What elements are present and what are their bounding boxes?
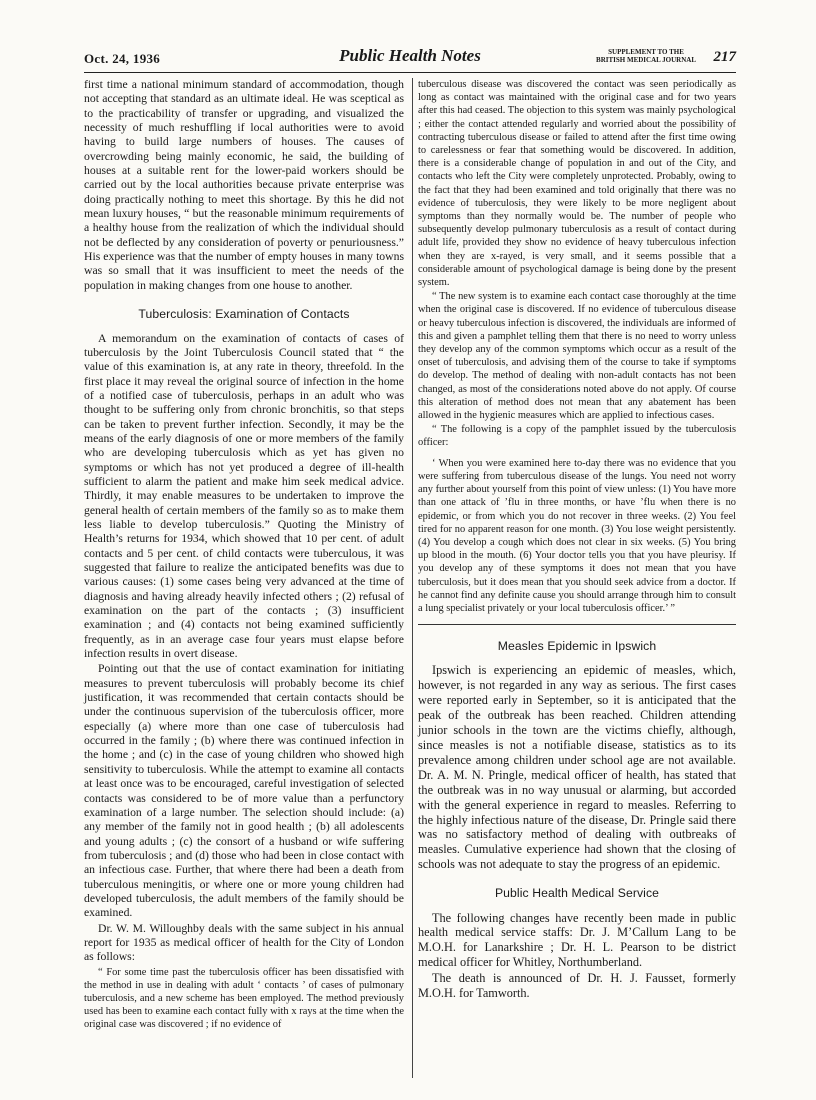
tb-quote-pamphlet-intro: “ The following is a copy of the pamphlet issued by the tuberculosis officer: bbox=[418, 424, 736, 449]
column-divider bbox=[412, 78, 413, 1078]
issue-date: Oct. 24, 1936 bbox=[84, 51, 161, 66]
tb-quote-new-system: “ The new system is to examine each contact case thoroughly at the time when the original case is discovered. If no evidence of tuberculous disease or heavy tuberculous infection is discovered, the individuals are informed of this and given a pamphlet telling them that there is no need to worry unless they develop any of the common symptoms which occur as a result of the onset of tuberculosis, and advising them of the course to take if symptoms do develop. The method of dealing with non-adult contacts has not been changed, as most of the considerations noted above do not apply. Of course this alteration of method does not mean that any abatement has been allowed in the hygienic measures which are applied to infectious cases. bbox=[418, 291, 736, 422]
left-column bbox=[84, 78, 404, 1033]
tb-paragraph-3: Dr. W. M. Willoughby deals with the same subject in his annual report for 1935 as medical officer of health for the City of London as follows: bbox=[84, 921, 404, 964]
tb-pamphlet-text: ‘ When you were examined here to-day there was no evidence that you were suffering from tuberculous disease of the lungs. You need not worry any further about yourself from this point of view unless: (1) You have more than one attack of ’flu in three months, or have ’flu when there is no epidemic, or from which you do not recover in three weeks. (2) You feel tired for no apparent reason for one month. (3) You lose weight persistently. (4) You develop a cough which does not clear in six weeks. (5) You bring up blood in the mouth. (6) Your doctor tells you that you have pleurisy. If you develop any of these symptoms it does not mean that you have tuberculosis, but it does mean that you should seek advice from a doctor. If he cannot find any definite cause you should arrange through him to consult a lung specialist privately or your local tuberculosis officer.’ ” bbox=[418, 457, 737, 614]
service-paragraph-2: The death is announced of Dr. H. J. Fausset, formerly M.O.H. for Tamworth. bbox=[418, 971, 736, 1001]
tb-paragraph-2: Pointing out that the use of contact examination for initiating measures to prevent tuberculosis will probably become its chief justification, it was recommended that certain contacts should be under the continuous supervision of the tuberculosis officer, more especially (a) where more than one case of tuberculosis had occurred in the family ; (b) where there was continued infection in the home ; and (c) in the case of young children who showed high sensitivity to tuberculosis. While the attempt to examine all contacts at least once was to be encouraged, careful investigation of selected contacts was considered to be of more value than a perfunctory examination of a large number. The selection should include: (a) any member of the family not in good health ; (b) all adolescents and young adults ; (c) the consort of a husband or wife suffering from tuberculosis ; and (d) those who had been in close contact with an infectious case. Further, that where there had been a death from tuberculous meningitis, or where one or more young children had developed tuberculosis, the adult members of the family should be examined. bbox=[84, 662, 404, 920]
supplement-line1: SUPPLEMENT TO THE bbox=[608, 48, 684, 56]
supplement-line2: BRITISH MEDICAL JOURNAL bbox=[596, 56, 696, 64]
page-number: 217 bbox=[713, 49, 736, 65]
tuberculosis-heading: Tuberculosis: Examination of Contacts bbox=[138, 307, 350, 322]
tb-paragraph-1: A memorandum on the examination of contacts of cases of tuberculosis by the Joint Tuberculosis Council stated that “ the value of this examination is, at any rate in theory, threefold. In the first place it may reveal the original source of infection in the home of a notified case of tuberculosis, perhaps in an adult who was thought to be suffering only from chronic bronchitis, so that steps can be taken to prevent further infection. Secondly, it may be the means of the early diagnosis of one or more members of the family who are developing tuberculosis which as yet has given no symptoms or which has not yet produced a degree of ill-health sufficient to alarm the patient and make him seek medical advice. Thirdly, it may enable measures to be undertaken to improve the general health of certain members of the family so as to make them less liable to develop tuberculosis.” Quoting the Ministry of Health’s returns for 1934, which showed that 10 per cent. of adult contacts and 5 per cent. of child contacts were tuberculous, it was suggested that failure to realize the anticipated benefits was due to various causes: (1) some cases being very advanced at the time of diagnosis and having already heavily infected others ; (2) refusal of examination on the part of the contacts ; (3) insufficient examination ; and (4) contacts not being examined sufficiently frequently, as in an average case four years must elapse before infection results in overt disease. bbox=[84, 331, 404, 661]
right-column bbox=[418, 78, 736, 1002]
service-heading: Public Health Medical Service bbox=[494, 886, 660, 901]
page-header bbox=[84, 48, 736, 73]
measles-paragraph: Ipswich is experiencing an epidemic of measles, which, however, is not regarded in any way as serious. The first cases were reported early in September, so it is anticipated that the peak of the outbreak has been reached. Children attending junior schools in the town are the victims chiefly, although, since measles is not a notifiable disease, statistics as to its prevalence among children under school age are not available. Dr. A. M. N. Pringle, medical officer of health, has stated that the outbreak was in no way unusual or alarming, but accorded with the general experience in regard to measles. Referring to the highly infectious nature of the disease, Dr. Pringle said there was no satisfactory method of dealing with outbreaks of measles. Cumulative experience had shown that the closing of schools was not adequate to stay the progress of an epidemic. bbox=[418, 663, 736, 872]
supplement-label bbox=[596, 48, 696, 64]
section-title: Public Health Notes bbox=[339, 46, 481, 65]
housing-paragraph: first time a national minimum standard of accommodation, though not accepting that standard as an ultimate ideal. He was sceptical as to the practicability of transfer or upgrading, and visualized the necessity of much reshuffling if local authorities were to avoid having to build large numbers of houses. The causes of overcrowding being mainly economic, he said, the building of houses at a suitable rent for the lower-paid workers should be carried out by the local authorities because private enterprise was doing practically nothing to meet this shortage. By this he did not mean luxury houses, “ but the reasonable minimum requirements of a healthy house from the realization of which the individual should not be deflected by any consideration of poverty or penuriousness.” His experience was that the number of empty houses in many towns was so small that it was insufficient to meet the needs of the population in making changes from one house to another. bbox=[84, 78, 404, 292]
section-rule bbox=[418, 624, 736, 625]
service-paragraph-1: The following changes have recently been made in public health medical service staffs: Dr. J. M’Callum Lang to be M.O.H. for Lanarkshire ; Dr. H. L. Pearson to be district medical officer for Whitley, Northumberland. bbox=[418, 910, 736, 970]
tb-quote-start: “ For some time past the tuberculosis officer has been dissatisfied with the method in use in dealing with adult ‘ contacts ’ of cases of pulmonary tuberculosis, and a new scheme has been employed. The method previously used has been to examine each contact fully with x rays at the time when the original case was discovered ; if no evidence of bbox=[84, 966, 404, 1031]
measles-heading: Measles Epidemic in Ipswich bbox=[497, 639, 657, 654]
tb-quote-continued: tuberculous disease was discovered the contact was seen periodically as long as contact was maintained with the original case and for two years after this had ceased. The objection to this system was mainly psychological ; either the contact attended regularly and worried about the possibility of contracting tuberculous disease or failed to attend after the first time owing to carelessness or fear that something would be discovered. In addition, there is a considerable change of population in and out of the City, and contacts who left the City were completely unprotected. Probably, owing to the fact that they had been examined and told originally that there was no evidence of tuberculosis, they were likely to be more negligent about symptoms than they normally would be. The number of people who subsequently develop pulmonary tuberculosis as a result of contact during adult life, provided they show no evidence of heavy tuberculous infection when they are x-rayed, is very small, and it seems possible that a considerable amount of psychological damage is being done by the present system. bbox=[418, 79, 736, 289]
